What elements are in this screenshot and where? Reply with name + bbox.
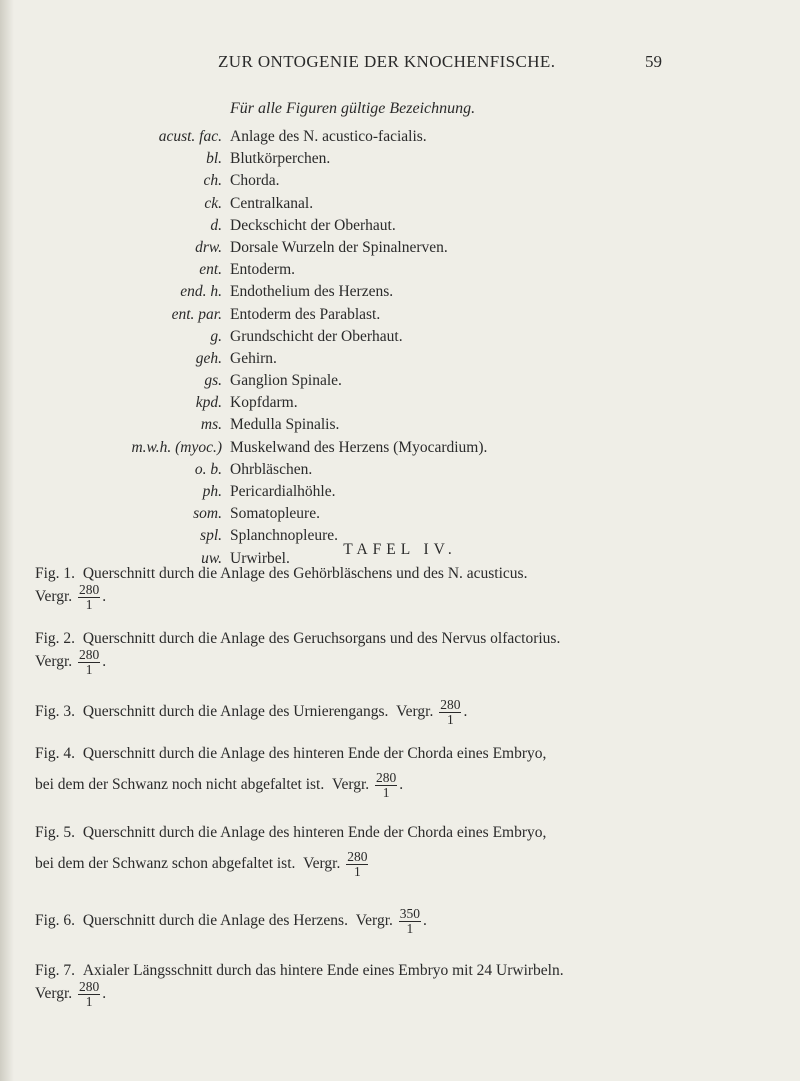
- legend-row: [0, 128, 800, 150]
- magnification-numerator: 350: [399, 906, 420, 921]
- magnification-denominator: 1: [85, 662, 93, 677]
- legend-abbr: g.: [210, 327, 222, 345]
- plate-heading: TAFEL IV.: [343, 541, 457, 558]
- running-head-title: ZUR ONTOGENIE DER KNOCHENFISCHE.: [218, 52, 556, 71]
- magnification-fraction: [439, 698, 461, 727]
- figure-label: Fig. 6.: [35, 912, 76, 930]
- legend-row: [0, 328, 800, 350]
- legend-row: [0, 483, 800, 505]
- magnification-numerator: 280: [347, 849, 368, 864]
- magnification-label: Vergr.: [35, 588, 73, 606]
- legend-term: Kopfdarm.: [230, 394, 298, 412]
- legend-row: [0, 394, 800, 416]
- magnification-label: Vergr.: [331, 776, 370, 794]
- legend-term: Pericardialhöhle.: [230, 483, 336, 500]
- magnification-fraction: [346, 850, 368, 879]
- legend-abbr: bl.: [206, 150, 222, 168]
- legend-abbr: spl.: [200, 527, 222, 545]
- legend-term: Anlage des N. acustico-facialis.: [230, 128, 427, 145]
- legend-abbr: ch.: [203, 172, 222, 190]
- magnification-fraction: [78, 980, 100, 1009]
- legend-term: Grundschicht der Oberhaut.: [230, 327, 403, 345]
- legend-row: [0, 416, 800, 438]
- legend-term: Endothelium des Herzens.: [230, 283, 394, 301]
- running-head: [0, 52, 800, 76]
- legend-row: [0, 150, 800, 172]
- legend-term: Medulla Spinalis.: [230, 416, 340, 434]
- legend-abbr: m.w.h. (myoc.): [131, 438, 222, 456]
- legend-term: Ganglion Spinale.: [230, 372, 342, 390]
- magnification-fraction: [375, 771, 397, 800]
- figure-text: Axialer Längsschnitt durch das hintere Ende eines Embryo mit 24 Urwirbeln.: [82, 962, 564, 979]
- legend-abbr: kpd.: [195, 394, 222, 412]
- magnification-numerator: 280: [440, 697, 461, 712]
- magnification-numerator: 280: [376, 770, 397, 785]
- magnification-denominator: 1: [406, 921, 414, 936]
- abbreviation-legend: [0, 128, 800, 572]
- legend-term: Ohrbläschen.: [230, 460, 313, 478]
- magnification-denominator: 1: [446, 712, 454, 727]
- figure-caption: Fig. 4. Querschnitt durch die Anlage des hinteren Ende der Chorda eines Embryo, bei dem der Schwanz noch nicht abgefaltet ist. Vergr. $\frac{280}{1}$ .: [35, 745, 547, 800]
- figure-label: Fig. 4.: [35, 745, 76, 762]
- figure-caption: Fig. 6. Querschnitt durch die Anlage des Herzens. Vergr. $\frac{350}{1}$ .: [35, 906, 427, 936]
- figure-text: Querschnitt durch die Anlage des Geruchsorgans und des Nervus olfactorius.: [82, 630, 561, 647]
- magnification-label: Vergr.: [35, 653, 73, 671]
- legend-row: [0, 261, 800, 283]
- legend-row: [0, 283, 800, 305]
- legend-term: Entoderm des Parablast.: [230, 305, 381, 323]
- legend-abbr: end. h.: [180, 283, 222, 301]
- legend-term: Muskelwand des Herzens (Myocardium).: [230, 438, 488, 456]
- magnification-denominator: 1: [85, 597, 93, 612]
- legend-row: [0, 439, 800, 461]
- legend-heading: Für alle Figuren gültige Bezeichnung.: [230, 100, 476, 117]
- legend-abbr: drw.: [195, 238, 222, 256]
- figure-label: Fig. 2.: [35, 630, 76, 647]
- magnification-label: Vergr.: [396, 703, 434, 721]
- magnification-fraction: [399, 907, 421, 936]
- figure-label: Fig. 1.: [35, 565, 76, 582]
- figure-label: Fig. 7.: [35, 962, 76, 979]
- figure-caption: [35, 824, 765, 879]
- figure-label: Fig. 3.: [35, 703, 76, 721]
- legend-row: [0, 195, 800, 217]
- legend-abbr: som.: [193, 505, 222, 523]
- legend-abbr: uw.: [201, 549, 222, 567]
- legend-term: Somatopleure.: [230, 505, 320, 523]
- figure-text-continuation: bei dem der Schwanz noch nicht abgefaltet ist.: [35, 776, 325, 794]
- legend-abbr: ent.: [199, 261, 222, 279]
- figure-label: Fig. 5.: [35, 824, 76, 841]
- legend-term: Centralkanal.: [230, 194, 314, 212]
- figure-text: Querschnitt durch die Anlage des Urnierengangs.: [82, 703, 389, 721]
- legend-row: [0, 172, 800, 194]
- figure-caption: Fig. 7. Axialer Längsschnitt durch das hintere Ende eines Embryo mit 24 Urwirbeln. Vergr. $\frac{280}{1}$ .: [35, 962, 564, 1009]
- magnification-denominator: 1: [382, 785, 390, 800]
- legend-abbr: geh.: [195, 349, 222, 367]
- legend-abbr: ms.: [200, 416, 222, 434]
- legend-term: Chorda.: [230, 172, 280, 190]
- figure-text: Querschnitt durch die Anlage des hinteren Ende der Chorda eines Embryo,: [82, 745, 547, 762]
- legend-row: [0, 372, 800, 394]
- figure-caption: Fig. 1. Querschnitt durch die Anlage des Gehörbläschens und des N. acusticus. Vergr. $\frac{280}{1}$ .: [35, 565, 528, 612]
- legend-abbr: o. b.: [194, 460, 222, 478]
- legend-row: [0, 350, 800, 372]
- legend-row: [0, 217, 800, 239]
- legend-term: Gehirn.: [230, 349, 277, 367]
- legend-row: [0, 505, 800, 527]
- figure-caption: Fig. 3. Querschnitt durch die Anlage des Urnierengangs. Vergr. $\frac{280}{1}$ .: [35, 697, 468, 727]
- magnification-numerator: 280: [79, 647, 100, 662]
- figure-text-continuation: bei dem der Schwanz schon abgefaltet ist.: [35, 855, 296, 873]
- figure-caption: Fig. 2. Querschnitt durch die Anlage des Geruchsorgans und des Nervus olfactorius. Vergr. $\frac{280}{1}$ .: [35, 630, 561, 677]
- magnification-fraction: [78, 583, 100, 612]
- legend-term: Splanchnopleure.: [230, 527, 339, 545]
- legend-row: [0, 461, 800, 483]
- magnification-numerator: 280: [79, 979, 100, 994]
- figure-text: Querschnitt durch die Anlage des Gehörbläschens und des N. acusticus.: [82, 565, 528, 582]
- page-number: 59: [645, 52, 662, 71]
- legend-term: Urwirbel.: [230, 549, 290, 567]
- magnification-denominator: 1: [353, 864, 361, 879]
- legend-abbr: gs.: [204, 372, 222, 390]
- legend-row: [0, 239, 800, 261]
- legend-term: Entoderm.: [230, 261, 295, 279]
- magnification-label: Vergr.: [303, 855, 341, 873]
- magnification-label: Vergr.: [355, 912, 393, 930]
- magnification-label: Vergr.: [35, 985, 73, 1003]
- legend-term: Dorsale Wurzeln der Spinalnerven.: [230, 238, 448, 256]
- legend-term: Deckschicht der Oberhaut.: [230, 216, 396, 234]
- figure-text: Querschnitt durch die Anlage des Herzens.: [82, 912, 348, 930]
- legend-term: Blutkörperchen.: [230, 150, 331, 168]
- magnification-numerator: 280: [79, 582, 100, 597]
- legend-abbr: ent. par.: [171, 305, 222, 323]
- legend-abbr: acust. fac.: [158, 128, 222, 145]
- legend-abbr: d.: [210, 216, 222, 234]
- magnification-fraction: [78, 648, 100, 677]
- legend-row: [0, 306, 800, 328]
- magnification-denominator: 1: [85, 994, 93, 1009]
- legend-abbr: ck.: [204, 194, 222, 212]
- figure-text: Querschnitt durch die Anlage des hinteren Ende der Chorda eines Embryo,: [82, 824, 547, 841]
- legend-abbr: ph.: [202, 483, 222, 500]
